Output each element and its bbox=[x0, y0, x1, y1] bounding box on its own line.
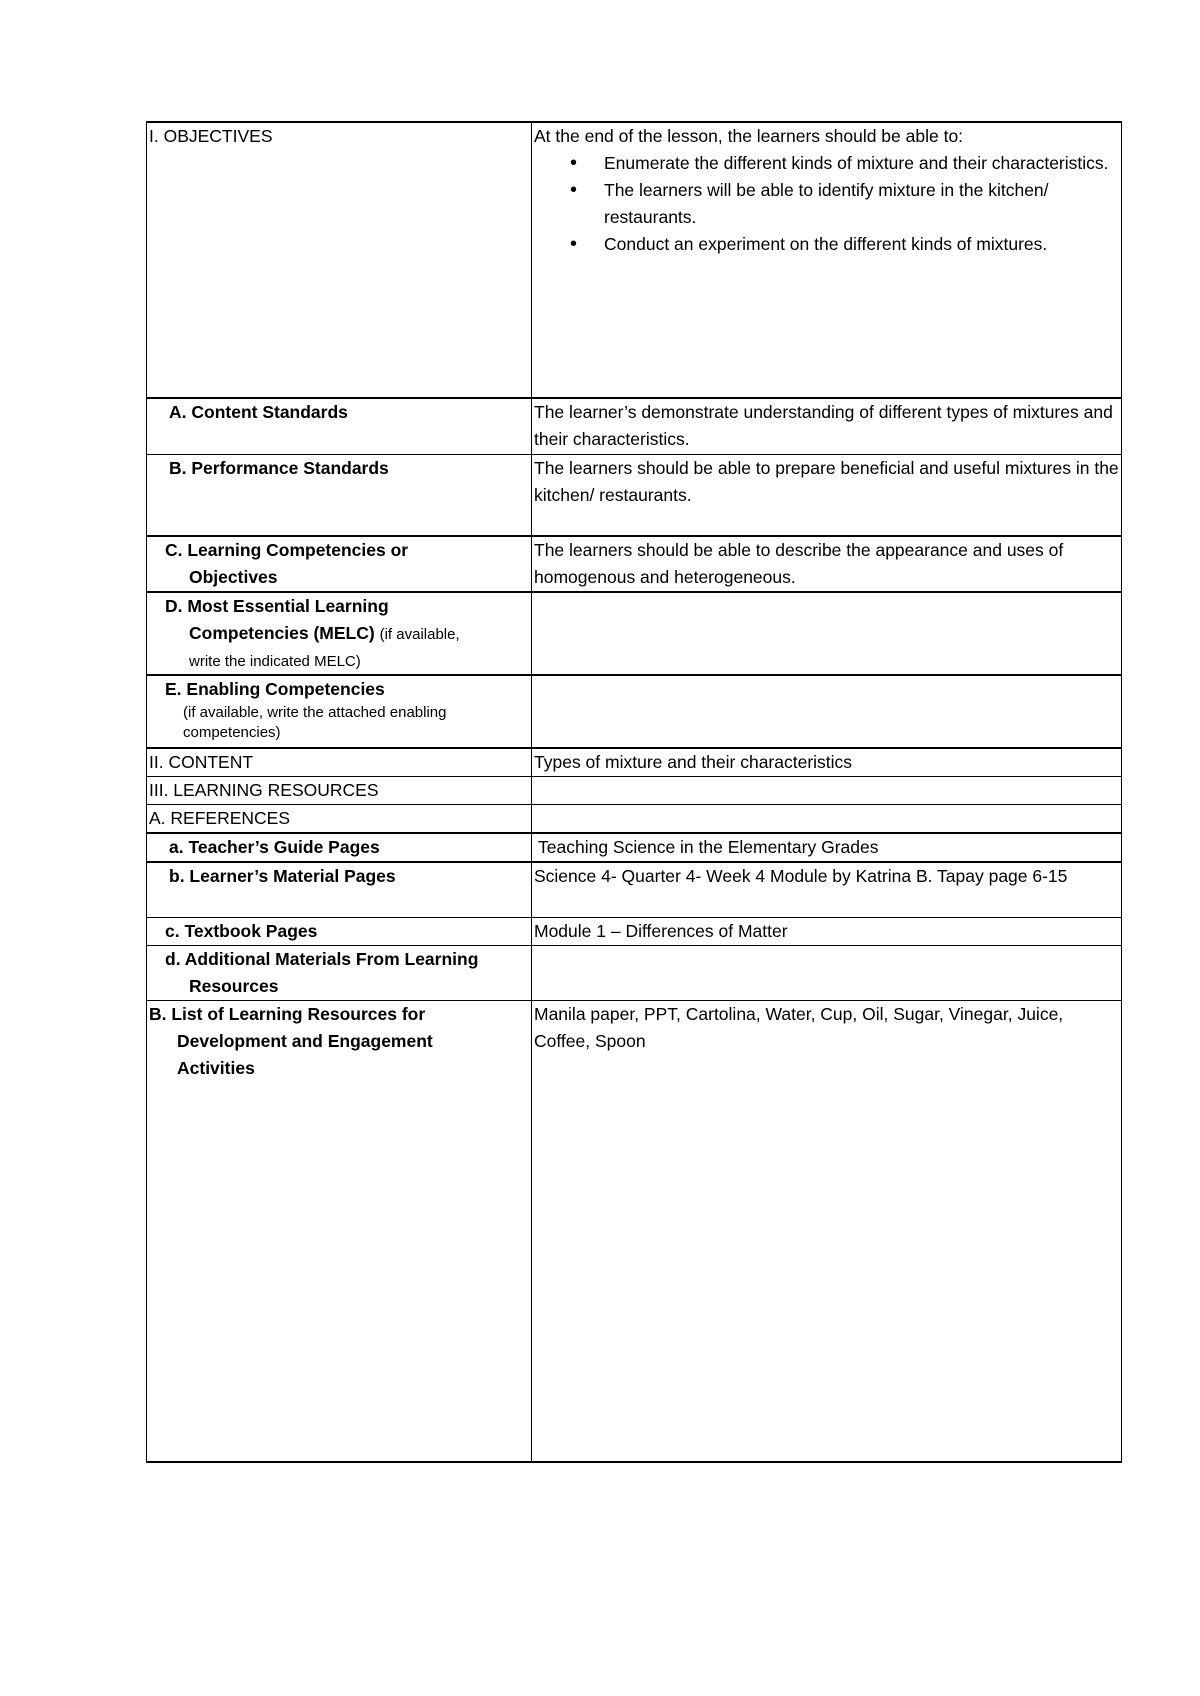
objectives-item: • Enumerate the different kinds of mixture and their characteristics. bbox=[604, 150, 1119, 177]
textbook-value-cell bbox=[532, 917, 1122, 945]
table-row-learning-competencies bbox=[147, 536, 1122, 592]
learning-competencies-value: The learners should be able to describe the appearance and uses of homogenous and heterogeneous. bbox=[534, 540, 1064, 587]
performance-standards-label-cell bbox=[147, 454, 532, 536]
resource-list-label-line1: B. List of Learning Resources for bbox=[149, 1003, 426, 1024]
table-row-performance-standards bbox=[147, 454, 1122, 536]
content-standards-label: A. Content Standards bbox=[169, 402, 348, 422]
enabling-competencies-value-cell bbox=[532, 675, 1122, 748]
textbook-value: Module 1 – Differences of Matter bbox=[534, 920, 788, 941]
references-value-cell bbox=[532, 805, 1122, 834]
melc-label-line1: D. Most Essential Learning bbox=[165, 596, 389, 616]
learning-competencies-value-cell bbox=[532, 536, 1122, 592]
melc-value-cell bbox=[532, 592, 1122, 675]
objectives-label: I. OBJECTIVES bbox=[149, 126, 273, 146]
textbook-label-cell bbox=[147, 917, 532, 945]
table-row-additional-materials bbox=[147, 945, 1122, 1000]
table-row-resource-list bbox=[147, 1000, 1122, 1462]
learners-material-value-cell bbox=[532, 862, 1122, 917]
melc-label-cell bbox=[147, 592, 532, 675]
content-value-cell bbox=[532, 748, 1122, 777]
learning-competencies-label bbox=[165, 537, 529, 591]
enabling-competencies-label-cell bbox=[147, 675, 532, 748]
enabling-competencies-label: E. Enabling Competencies bbox=[165, 679, 385, 699]
melc-label-line2: Competencies (MELC) bbox=[189, 623, 375, 643]
learning-competencies-label-line2: Objectives bbox=[189, 567, 278, 587]
enabling-competencies-note-line2: competencies) bbox=[183, 724, 281, 741]
content-value: Types of mixture and their characteristics bbox=[534, 752, 853, 772]
references-label: A. REFERENCES bbox=[149, 808, 290, 828]
learners-material-value: Science 4- Quarter 4- Week 4 Module by Katrina B. Tapay page 6-15 bbox=[534, 866, 1068, 886]
table-row-content-standards bbox=[147, 398, 1122, 454]
teachers-guide-value: Teaching Science in the Elementary Grades bbox=[538, 837, 879, 857]
learning-competencies-label-line1: C. Learning Competencies or bbox=[165, 540, 409, 560]
melc-note-line2: write the indicated MELC) bbox=[189, 653, 361, 670]
resource-list-label-cell bbox=[147, 1000, 532, 1462]
content-standards-value-cell bbox=[532, 398, 1122, 454]
table-row-learning-resources bbox=[147, 777, 1122, 805]
performance-standards-label: B. Performance Standards bbox=[169, 457, 389, 478]
learning-resources-label-cell bbox=[147, 777, 532, 805]
objectives-item: • The learners will be able to identify mixture in the kitchen/ restaurants. bbox=[604, 177, 1119, 231]
learners-material-label: b. Learner’s Material Pages bbox=[169, 866, 396, 886]
lesson-plan-table bbox=[146, 121, 1122, 1463]
table-row-enabling-competencies bbox=[147, 675, 1122, 748]
performance-standards-value: The learners should be able to prepare beneficial and useful mixtures in the kitchen/ restaurants. bbox=[534, 457, 1119, 505]
table-row-melc bbox=[147, 592, 1122, 675]
teachers-guide-label: a. Teacher’s Guide Pages bbox=[169, 837, 380, 857]
table-row-textbook bbox=[147, 917, 1122, 945]
objectives-item: • Conduct an experiment on the different kinds of mixtures. bbox=[604, 231, 1119, 258]
objectives-label-cell bbox=[147, 122, 532, 398]
table-row-learners-material bbox=[147, 862, 1122, 917]
additional-materials-label-line1: d. Additional Materials From Learning bbox=[165, 948, 479, 969]
content-label-cell bbox=[147, 748, 532, 777]
resource-list-label-line2: Development and Engagement bbox=[177, 1030, 433, 1051]
content-standards-label-cell bbox=[147, 398, 532, 454]
learning-resources-value-cell bbox=[532, 777, 1122, 805]
resource-list-label-line3: Activities bbox=[177, 1057, 255, 1078]
content-label: II. CONTENT bbox=[149, 752, 254, 772]
content-standards-value: The learner’s demonstrate understanding of different types of mixtures and their characteristics. bbox=[534, 402, 1113, 449]
resource-list-value: Manila paper, PPT, Cartolina, Water, Cup, Oil, Sugar, Vinegar, Juice, Coffee, Spoon bbox=[534, 1003, 1064, 1051]
table-row-content bbox=[147, 748, 1122, 777]
additional-materials-label bbox=[165, 946, 529, 1000]
table-row-references bbox=[147, 805, 1122, 834]
resource-list-value-cell bbox=[532, 1000, 1122, 1462]
objectives-value-cell bbox=[532, 122, 1122, 398]
table-row-objectives bbox=[147, 122, 1122, 398]
references-label-cell bbox=[147, 805, 532, 834]
learners-material-label-cell bbox=[147, 862, 532, 917]
teachers-guide-label-cell bbox=[147, 833, 532, 862]
additional-materials-label-line2: Resources bbox=[189, 975, 279, 996]
learning-resources-label: III. LEARNING RESOURCES bbox=[149, 780, 379, 800]
table-row-teachers-guide bbox=[147, 833, 1122, 862]
textbook-label: c. Textbook Pages bbox=[165, 920, 318, 941]
melc-label bbox=[165, 593, 529, 674]
learning-competencies-label-cell bbox=[147, 536, 532, 592]
objectives-intro: At the end of the lesson, the learners should be able to: bbox=[534, 126, 964, 146]
melc-note-line1: (if available, bbox=[379, 626, 460, 643]
performance-standards-value-cell bbox=[532, 454, 1122, 536]
enabling-competencies-note-line1: (if available, write the attached enabling bbox=[183, 704, 447, 721]
resource-list-label bbox=[149, 1001, 529, 1082]
additional-materials-value-cell bbox=[532, 945, 1122, 1000]
additional-materials-label-cell bbox=[147, 945, 532, 1000]
objectives-list bbox=[534, 150, 1119, 258]
teachers-guide-value-cell bbox=[532, 833, 1122, 862]
